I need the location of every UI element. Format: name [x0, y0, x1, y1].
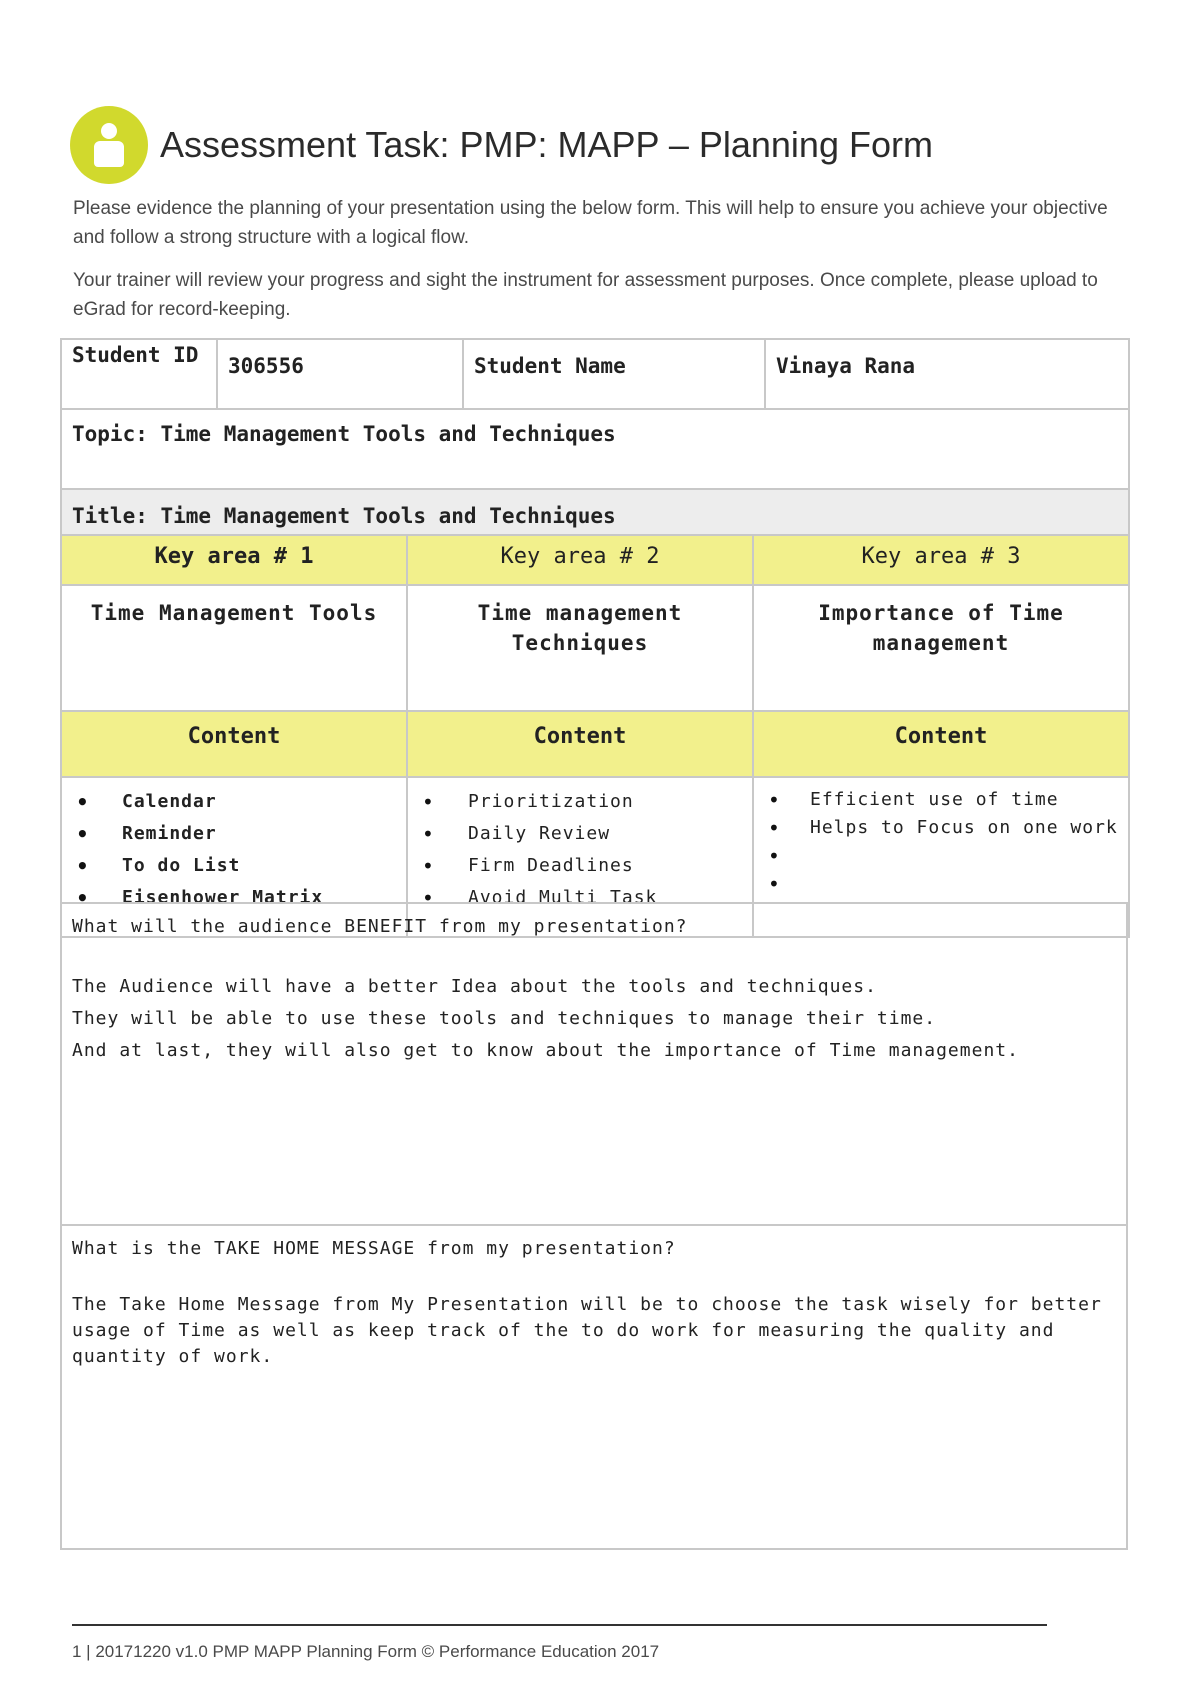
reflection-table: [60, 902, 1128, 1550]
take-home-field[interactable]: [61, 1225, 1127, 1549]
list-item: • Efficient use of time: [764, 786, 1118, 814]
page-header: [70, 106, 1130, 186]
student-name-label: Student Name: [463, 339, 765, 409]
content-header-3: Content: [753, 711, 1129, 777]
list-item: • Daily Review: [418, 818, 742, 850]
key-area-3-label: Key area # 3: [753, 535, 1129, 585]
list-item: [764, 870, 1118, 898]
list-item: [764, 842, 1118, 870]
take-home-question: What is the TAKE HOME MESSAGE from my presentation?: [72, 1238, 676, 1259]
key-area-1-label: Key area # 1: [61, 535, 407, 585]
benefit-line: They will be able to use these tools and techniques to manage their time.: [72, 1008, 937, 1029]
content-header-2: Content: [407, 711, 753, 777]
key-area-2-name[interactable]: Time management Techniques: [407, 585, 753, 711]
list-item: • Prioritization: [418, 786, 742, 818]
footer-text: 1 | 20171220 v1.0 PMP MAPP Planning Form © Performance Education 2017: [72, 1642, 660, 1661]
content-header-1: Content: [61, 711, 407, 777]
student-id-value[interactable]: 306556: [217, 339, 463, 409]
student-id-label: Student ID: [61, 339, 217, 409]
list-item: • Firm Deadlines: [418, 850, 742, 882]
key-areas-table: [60, 534, 1130, 938]
key-area-2-label: Key area # 2: [407, 535, 753, 585]
footer-divider: [72, 1624, 1047, 1626]
title-field[interactable]: Title: Time Management Tools and Techniques: [61, 489, 1129, 569]
benefit-line: The Audience will have a better Idea about the tools and techniques.: [72, 976, 877, 997]
benefit-field[interactable]: [61, 903, 1127, 1225]
intro-paragraph: Please evidence the planning of your presentation using the below form. This will help to ensure you achieve your objective and follow a strong structure with a logical flow.: [73, 198, 1108, 248]
key-area-3-name[interactable]: Importance of Time management: [753, 585, 1129, 711]
key-area-1-name[interactable]: Time Management Tools: [61, 585, 407, 711]
list-item: • Helps to Focus on one work: [764, 814, 1118, 842]
benefit-line: And at last, they will also get to know about the importance of Time management.: [72, 1040, 1019, 1061]
take-home-answer: The Take Home Message from My Presentation will be to choose the task wisely for better usage of Time as well as keep track of the to do work for measuring the quality and quantity of work.: [72, 1294, 1102, 1367]
page-title: Assessment Task: PMP: MAPP – Planning Form: [160, 124, 933, 165]
list-item: • Reminder: [72, 818, 396, 850]
list-item: • Avoid Multi Task: [418, 882, 742, 914]
list-item: • Eisenhower Matrix: [72, 882, 396, 914]
topic-field[interactable]: Topic: Time Management Tools and Techniques: [61, 409, 1129, 489]
user-icon: [70, 106, 148, 184]
list-item: • Calendar: [72, 786, 396, 818]
student-name-value[interactable]: Vinaya Rana: [765, 339, 1129, 409]
intro-paragraph: Your trainer will review your progress and sight the instrument for assessment purposes. Once complete, please upload to eGrad for record-keeping.: [73, 270, 1098, 320]
benefit-question: What will the audience BENEFIT from my presentation?: [72, 916, 688, 937]
list-item: • To do List: [72, 850, 396, 882]
